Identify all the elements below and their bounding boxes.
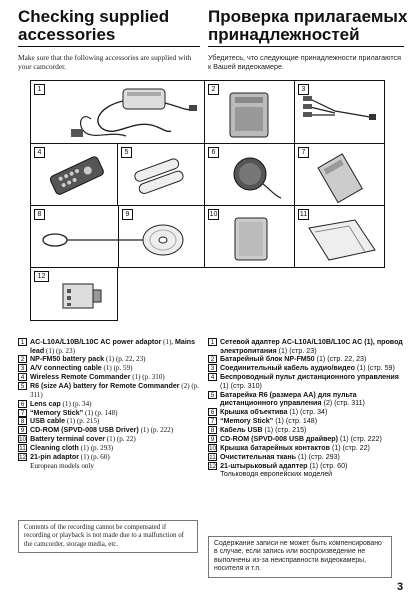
- grid-cell-4: [30, 144, 118, 206]
- grid-cell-7: [295, 144, 385, 206]
- grid-cell-number: 7: [298, 147, 309, 158]
- list-item: 3 A/V connecting cable (1) (p. 59): [18, 364, 200, 373]
- page-number: 3: [397, 581, 404, 593]
- list-item: 6 Lens cap (1) (p. 34): [18, 400, 200, 409]
- grid-cell-number: 9: [122, 209, 133, 220]
- grid-cell-10: [205, 206, 295, 268]
- accessory-list-en: [18, 338, 200, 470]
- ac-adaptor-illustration: [31, 81, 206, 145]
- grid-cell-number: 8: [34, 209, 45, 220]
- lens-cap-illustration: [205, 144, 295, 206]
- recording-notice-ru: Содержание записи не может быть компенсировано в случае, если запись или воспроизведение не выполнены из-за неисправности видеокамеры, носителя и т.п.: [208, 536, 392, 578]
- cd-rom-illustration: [119, 206, 206, 268]
- list-item: 3 Соединительный кабель аудио/видео (1) (стр. 59): [208, 364, 404, 373]
- list-item: 11 Cleaning cloth (1) (p. 293): [19, 444, 114, 453]
- page-title-ru: Проверка прилагаемых принадлежностей: [208, 7, 408, 44]
- intro-ru: Убедитесь, что следующие принадлежности прилагаются к Вашей видеокамере.: [208, 53, 402, 71]
- grid-cell-number: 3: [298, 84, 309, 95]
- remote-commander-illustration: [31, 144, 119, 206]
- grid-cell-number: 10: [209, 211, 218, 218]
- list-item: 9 CD-ROM (SPVD-008 USB драйвер) (1) (стр. 222): [208, 435, 404, 444]
- grid-cell-number: 11: [299, 211, 308, 218]
- list-item: 12 21-штырьковый адаптер (1) (стр. 60) Тольководя европейских моделей: [209, 461, 348, 479]
- accessories-grid: [30, 80, 385, 321]
- list-item: 5 R6 (size AA) battery for Remote Commander (2) (p. 311): [18, 382, 200, 399]
- list-item: 12 21-pin adaptor (1) (p. 60) European models only: [19, 452, 110, 470]
- list-item: 8 Кабель USB (1) (стр. 215): [208, 426, 404, 435]
- grid-cell-number: 4: [34, 147, 45, 158]
- grid-cell-number: 1: [34, 84, 45, 95]
- grid-cell-11: [295, 206, 385, 268]
- grid-cell-9: [118, 206, 205, 268]
- cleaning-cloth-illustration: [295, 206, 385, 268]
- grid-cell-number: 5: [121, 147, 132, 158]
- list-item: 4 Беспроводный пульт дистанционного управления (1) (стр. 310): [208, 373, 404, 390]
- battery-terminal-cover-illustration: [205, 206, 295, 268]
- grid-cell-2: [205, 80, 295, 144]
- list-item: 9 CD-ROM (SPVD-008 USB Driver) (1) (p. 222): [18, 426, 200, 435]
- recording-notice-en: Contents of the recording cannot be compensated if recording or playback is not made due to a malfunction of the camcorder, storage media, etc.: [18, 520, 198, 553]
- list-item: 7 “Memory Stick” (1) (p. 148): [18, 409, 200, 418]
- list-item: 2 Батарейный блок NP-FM50 (1) (стр. 22, 23): [208, 355, 404, 364]
- title-rule-ru: [208, 46, 404, 47]
- list-item: 4 Wireless Remote Commander (1) (p. 310): [18, 373, 200, 382]
- grid-cell-5: [118, 144, 205, 206]
- grid-cell-number: 6: [208, 147, 219, 158]
- list-item: 6 Крышка объектива (1) (стр. 34): [208, 408, 404, 417]
- list-item: 7 “Memory Stick” (1) (стр. 148): [208, 417, 404, 426]
- list-item: 5 Батарейка R6 (размера AA) для пульта дистанционного управления (2) (стр. 311): [208, 391, 404, 408]
- list-item: 8 USB cable (1) (p. 215): [18, 417, 200, 426]
- grid-cell-1: [30, 80, 205, 144]
- grid-cell-number: 2: [208, 84, 219, 95]
- grid-cell-number: 12: [34, 271, 49, 282]
- list-item: 10 Крышка батарейных контактов (1) (стр. 22): [209, 443, 370, 452]
- av-cable-illustration: [295, 81, 385, 145]
- page-title-en: Checking supplied accessories: [18, 7, 170, 44]
- grid-cell-12: [30, 268, 118, 321]
- aa-batteries-illustration: [118, 144, 205, 206]
- 21-pin-adaptor-illustration: [31, 268, 119, 321]
- list-item: 2 NP-FM50 battery pack (1) (p. 22, 23): [18, 355, 200, 364]
- memory-stick-illustration: [295, 144, 385, 206]
- intro-en: Make sure that the following accessories are supplied with your camcorder.: [18, 53, 192, 71]
- grid-cell-6: [205, 144, 295, 206]
- title-rule-en: [18, 46, 200, 47]
- battery-pack-illustration: [205, 81, 295, 145]
- accessory-list-ru: [208, 338, 404, 479]
- list-item: 1 AC-L10A/L10B/L10C AC power adaptor (1), Mains lead (1) (p. 23): [18, 338, 200, 355]
- list-item: 10 Battery terminal cover (1) (p. 22): [19, 435, 136, 444]
- list-item: 1 Сетевой адаптер AC-L10A/L10B/L10C AC (1), провод электропитания (1) (стр. 23): [208, 338, 404, 355]
- list-item: 11 Очистительная ткань (1) (стр. 293): [209, 452, 340, 461]
- grid-cell-3: [295, 80, 385, 144]
